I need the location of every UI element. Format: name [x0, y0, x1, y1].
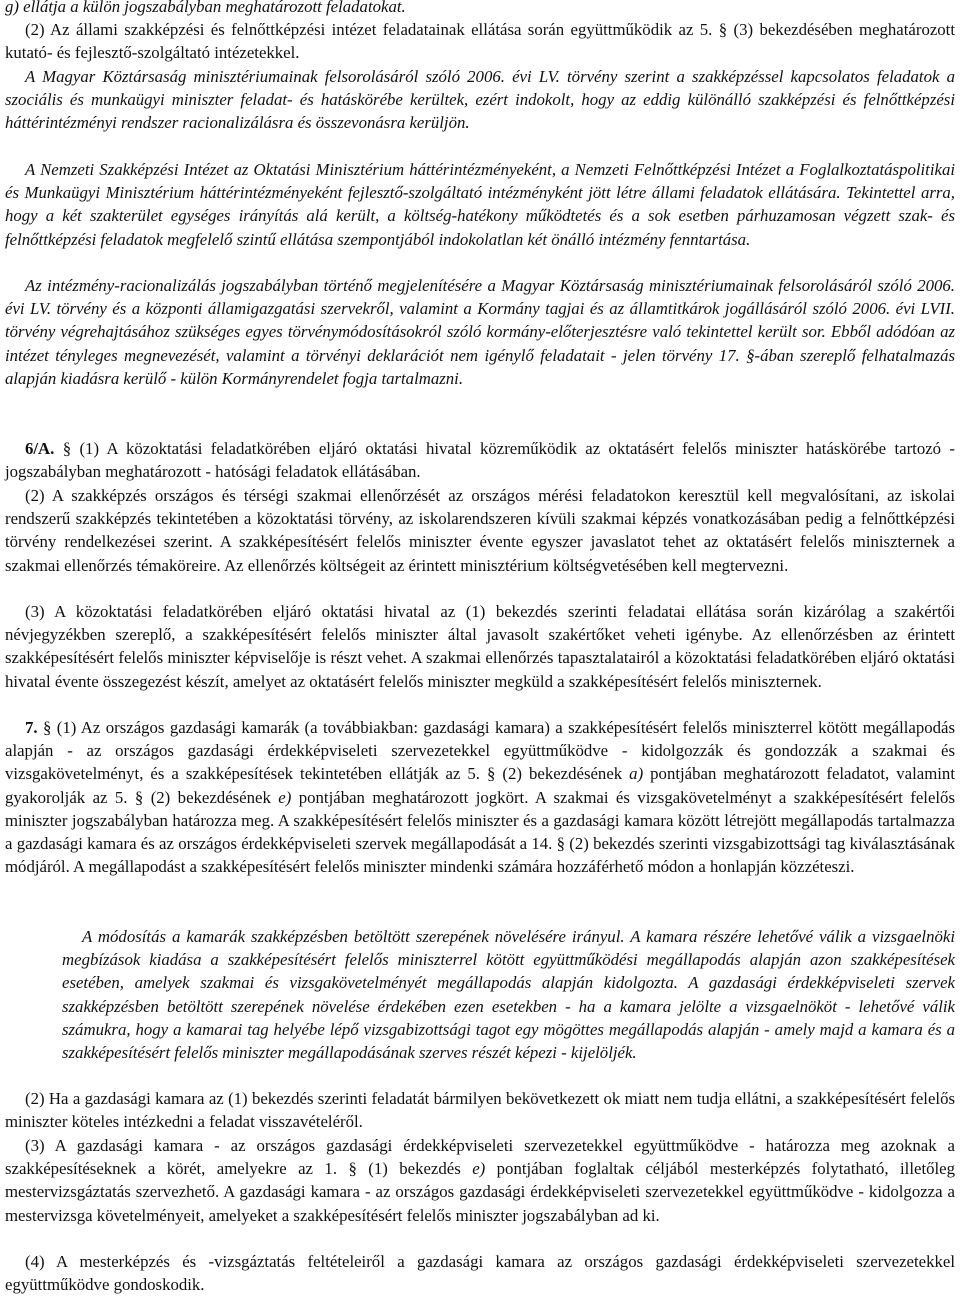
explanation-paragraph-2	[5, 158, 955, 251]
paragraph-text: (3) A közoktatási feladatkörében eljáró oktatási hivatal az (1) bekezdés szerinti feladatai ellátása során kizárólag a szakértői névjegyzékben szereplő, a szakképesítésért felelős miniszter által javasolt szakértőket veheti igénybe. Az ellenőrzésben az érintett szakképesítésért felelős miniszter képviselője is részt vehet. A szakmai ellenőrzés tapasztalatairól a közoktatási feladatkörében eljáró oktatási hivatal évente összegezést készít, amelyet az oktatásért felelős miniszter megküld a szakképesítésért felelős miniszternek.	[5, 602, 955, 691]
point-reference: e)	[278, 787, 292, 807]
paragraph-text: (2) Az állami szakképzési és felnőttképzési intézet feladatainak ellátása során együttműködik az 5. § (3) bekezdésében meghatározott kutató- és fejlesztő-szolgáltató intézetekkel.	[5, 20, 955, 63]
section-7-4	[5, 1250, 955, 1296]
section-6a-3	[5, 600, 955, 693]
paragraph-text: pontjában meghatározott feladatot, valamint gyakorolják az 5. § (2) bekezdésének	[5, 764, 955, 807]
paragraph-text: (2) Ha a gazdasági kamara az (1) bekezdés szerinti feladatát bármilyen bekövetkezett ok miatt nem tudja ellátni, a szakképesítésért felelős miniszter köteles intézkedni a feladat visszavételéről.	[5, 1089, 955, 1132]
paragraph-text: § (1) A közoktatási feladatkörében eljáró oktatási hivatal közreműködik az oktatásért felelős miniszter hatáskörébe tartozó - jogszabályban meghatározott - hatósági feladatok ellátásában.	[5, 439, 955, 482]
section-7-1	[5, 716, 955, 878]
paragraph-text: § (1) Az országos gazdasági kamarák (a továbbiakban: gazdasági kamara) a szakképesítésért felelős miniszterrel kötött megállapodás alapján - az országos gazdasági érdekképviseleti szervezetekkel együttműködve - kidolgozzák és gondozzák a szakmai és vizsgakövetelményt, és a szakképesítések tekintetében ellátják az 5. § (2) bekezdésének	[5, 718, 955, 784]
paragraph-text: g) ellátja a külön jogszabályban meghatározott feladatokat.	[5, 0, 406, 16]
paragraph-g-item	[5, 0, 955, 18]
paragraph-text: pontjában foglaltak céljából mesterképzés folytatható, illetőleg mestervizsgáztatás szervezhető. A gazdasági kamara - az országos gazdasági érdekképviseleti szervezetekkel együttműködve - kidolgozza a mestervizsga követelményeit, amelyeket a szakképesítésért felelős miniszter jogszabályban ad ki.	[5, 1159, 955, 1225]
point-reference: a)	[629, 764, 644, 784]
section-number: 6/A.	[25, 439, 55, 458]
paragraph-text: A Nemzeti Szakképzési Intézet az Oktatási Minisztérium háttérintézményeként, a Nemzeti Felnőttképzési Intézet a Foglalkoztatáspolitikai és Munkaügyi Minisztérium háttérintézményeként fejlesztő-szolgáltató intézményként jött létre állami feladatok ellátására. Tekintettel arra, hogy a két szakterület egységes irányítás alá került, a költség-hatékony működtetés és a sok esetben párhuzamosan végzett szak- és felnőttképzési feladatok megfelelő szintű ellátása szempontjából indokolatlan két önálló intézmény fenntartása.	[5, 160, 955, 249]
explanation-paragraph-4	[62, 925, 955, 1064]
paragraph-text: (2) A szakképzés országos és térségi szakmai ellenőrzését az országos mérési feladatokon keresztül kell megvalósítani, az iskolai rendszerű szakképzés tekintetében a közoktatási törvény, az iskolarendszeren kívüli szakmai képzés vonatkozásában pedig a felnőttképzési törvény rendelkezései szerint. A szakképesítésért felelős miniszter évente egyszer javaslatot tehet az oktatásért felelős miniszternek a szakmai ellenőrzés témaköreire. Az ellenőrzés költségeit az érintett minisztérium költségvetésében kell megtervezni.	[5, 486, 955, 575]
explanation-paragraph-3	[5, 274, 955, 390]
point-reference: e)	[472, 1159, 486, 1179]
section-number: 7.	[25, 718, 38, 737]
section-6a-2	[5, 484, 955, 577]
section-7-2	[5, 1087, 955, 1133]
paragraph-6-2	[5, 18, 955, 64]
paragraph-text: Az intézmény-racionalizálás jogszabályban történő megjelenítésére a Magyar Köztársaság minisztériumainak felsorolásáról szóló 2006. évi LV. törvény és a központi államigazgatási szervekről, valamint a Kormány tagjai és az államtitkárok jogállásáról szóló 2006. évi LVII. törvény végrehajtásához szükséges egyes törvénymódosításokról szóló kormány-előterjesztésre való tekintettel került sor. Ebből adódóan az intézet tényleges megnevezését, valamint a törvényi deklarációt nem igénylő feladatait - jelen törvény 17. §-ában szereplő felhatalmazás alapján kiadásra kerülő - külön Kormányrendelet fogja tartalmazni.	[5, 276, 955, 388]
paragraph-text: A Magyar Köztársaság minisztériumainak felsorolásáról szóló 2006. évi LV. törvény szerint a szakképzéssel kapcsolatos feladatok a szociális és munkaügyi miniszter feladat- és hatáskörébe kerültek, ezért indokolt, hogy az eddig különálló szakképzési és felnőttképzési háttérintézményi rendszer racionalizálásra és összevonásra kerüljön.	[5, 67, 955, 133]
explanation-paragraph-1	[5, 65, 955, 135]
section-7-3	[5, 1134, 955, 1227]
paragraph-text: pontjában meghatározott jogkört. A szakmai és vizsgakövetelményt a szakképesítésért felelős miniszter jogszabályban határozza meg. A szakképesítésért felelős miniszter és a gazdasági kamara között létrejött megállapodás tartalmazza a gazdasági kamara és az országos érdekképviseleti szervek megállapodását a 14. § (2) bekezdés szerinti vizsgabizottsági tag kiválasztásának módjáról. A megállapodást a szakképesítésért felelős miniszter mindenki számára hozzáférhető módon a honlapján közzéteszi.	[5, 787, 955, 877]
paragraph-text: A módosítás a kamarák szakképzésben betöltött szerepének növelésére irányul. A kamara részére lehetővé válik a vizsgaelnöki megbízások kiadása a szakképesítésért felelős miniszterrel kötött együttműködési megállapodás alapján azon szakképesítések esetében, amelyek szakmai és vizsgakövetelményét megállapodás alapján kidolgozta. A gazdasági érdekképviseleti szervek szakképzésben betöltött szerepének növelése érdekében ezen esetekben - ha a kamara jelölte a vizsgaelnököt - lehetővé válik számukra, hogy a kamarai tag helyébe lépő vizsgabizottsági tagot egy mögöttes megállapodás alapján - amely majd a kamara és a szakképesítésért felelős miniszter megállapodásának szerves részét képezi - kijelöljék.	[62, 927, 955, 1063]
paragraph-text: (4) A mesterképzés és -vizsgáztatás feltételeiről a gazdasági kamara az országos gazdasági érdekképviseleti szervezetekkel együttműködve gondoskodik.	[5, 1252, 955, 1295]
paragraph-text: (3) A gazdasági kamara - az országos gazdasági érdekképviseleti szervezetekkel együttműködve - határozza meg azoknak a szakképesítéseknek a körét, amelyekre az 1. § (1) bekezdés	[5, 1136, 955, 1179]
section-6a-1	[5, 437, 955, 483]
